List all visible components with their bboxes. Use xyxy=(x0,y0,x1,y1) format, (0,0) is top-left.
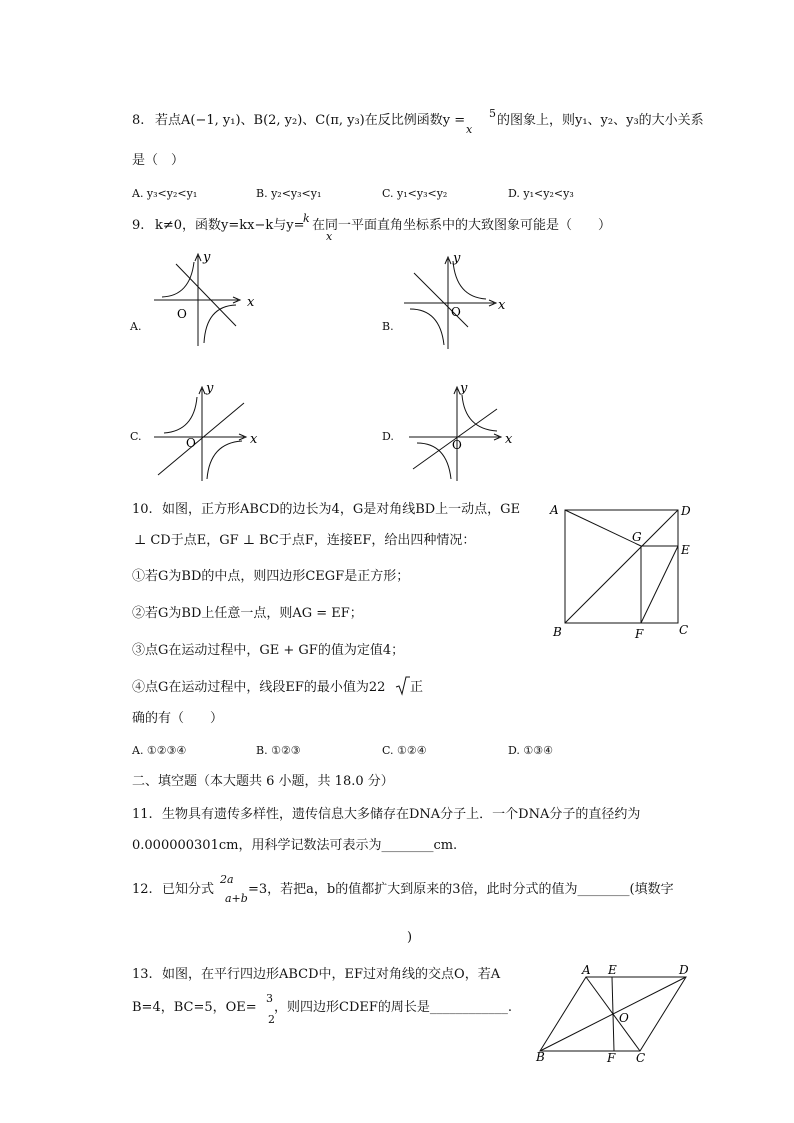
hyperbola-branch xyxy=(453,261,486,299)
q10-statement-2: ②若G为BD上任意一点，则AG = EF； xyxy=(132,606,363,621)
q9-graph-d xyxy=(405,383,535,483)
q8-option-d: D. y₁<y₂<y₃ xyxy=(508,187,574,200)
q12-line2: ) xyxy=(407,930,413,945)
q12-fraction-denominator: a+b xyxy=(225,892,248,905)
q12-fraction-numerator: 2a xyxy=(220,873,234,886)
q13-number: 13. xyxy=(132,967,153,982)
hyperbola-branch xyxy=(207,441,242,479)
label-b: B xyxy=(536,1050,545,1064)
sqrt-sign xyxy=(396,676,410,696)
q8-fraction-denominator: x xyxy=(466,123,473,136)
q9-text-pre: k≠0，函数y=kx−k与y= xyxy=(155,218,305,233)
hyperbola-branch xyxy=(164,397,197,433)
origin-label: O xyxy=(177,307,187,321)
q13-line1: 如图，在平行四边形ABCD中，EF过对角线的交点O，若A xyxy=(162,967,501,982)
q10-line1: 如图，正方形ABCD的边长为4，G是对角线BD上一动点，GE xyxy=(162,502,521,517)
q13-fraction-numerator: 3 xyxy=(266,992,273,1005)
hyperbola-branch xyxy=(410,309,444,345)
axis-x-label: x xyxy=(247,295,255,310)
label-b: B xyxy=(553,625,562,639)
q8-line1: 若点A(−1, y₁)、B(2, y₂)、C(π, y₃)在反比例函数y = xyxy=(155,113,466,128)
q10-option-a: A. ①②③④ xyxy=(132,744,187,757)
q10-statement-3: ③点G在运动过程中，GE + GF的值为定值4； xyxy=(132,643,405,658)
q9-number: 9. xyxy=(132,218,145,233)
label-c: C xyxy=(679,623,689,637)
origin-label: O xyxy=(451,305,461,319)
label-e: E xyxy=(681,543,690,557)
label-c: C xyxy=(636,1051,646,1065)
q9-text-post: 在同一平面直角坐标系中的大致图象可能是（ ） xyxy=(312,218,612,233)
q8-line1-tail: 的图象上，则y₁、y₂、y₃的大小关系 xyxy=(497,113,704,128)
q10-option-b: B. ①②③ xyxy=(256,744,301,757)
q10-number: 10. xyxy=(132,502,153,517)
q8-option-c: C. y₁<y₃<y₂ xyxy=(382,187,448,200)
q12-text-pre: 已知分式 xyxy=(162,882,215,897)
q10-statement-4: ④点G在运动过程中，线段EF的最小值为22 xyxy=(132,680,386,695)
axis-x-label: x xyxy=(498,298,506,313)
label-o: O xyxy=(619,1011,629,1025)
q10-statement-1: ①若G为BD的中点，则四边形CEGF是正方形； xyxy=(132,569,410,584)
q13-line2-post: ，则四边形CDEF的周长是____________. xyxy=(274,1000,513,1015)
q13-line2-pre: B=4，BC=5，OE= xyxy=(132,1000,257,1015)
label-a: A xyxy=(582,963,591,977)
q10-option-c: C. ①②④ xyxy=(382,744,427,757)
axis-x-label: x xyxy=(250,432,258,447)
q12-text-post: =3，若把a，b的值都扩大到原来的3倍，此时分式的值为________(填数字 xyxy=(248,882,674,897)
label-d: D xyxy=(679,963,689,977)
label-d: D xyxy=(681,504,691,518)
q10-square-figure xyxy=(545,500,705,650)
label-f: F xyxy=(635,627,644,641)
q9-option-b-label: B. xyxy=(382,320,394,333)
q11-line2: 0.000000301cm，用科学记数法可表示为________cm. xyxy=(132,838,458,853)
q13-fraction-denominator: 2 xyxy=(268,1013,275,1026)
q9-graph-a xyxy=(150,250,280,350)
q13-parallelogram-figure xyxy=(530,963,700,1063)
axis-y-label: y xyxy=(460,381,468,396)
q11-number: 11. xyxy=(132,807,153,822)
q9-fraction-denominator: x xyxy=(326,230,333,243)
q9-option-a-label: A. xyxy=(130,320,142,333)
q8-line2: 是（ ） xyxy=(132,153,185,168)
q10-line-end: 确的有（ ） xyxy=(132,711,224,726)
segment-ag xyxy=(565,510,641,546)
q11-line1: 生物具有遗传多样性，遗传信息大多储存在DNA分子上．一个DNA分子的直径约为 xyxy=(162,807,641,822)
label-a: A xyxy=(550,503,559,517)
axis-y-label: y xyxy=(203,250,211,265)
q9-graph-b xyxy=(400,253,530,353)
q9-graph-c xyxy=(150,383,280,483)
origin-label: O xyxy=(452,438,462,452)
q9-fraction-numerator: k xyxy=(303,212,310,225)
hyperbola-branch xyxy=(204,305,236,343)
q8-fraction-numerator: 5 xyxy=(489,107,496,120)
section-2-heading: 二、填空题（本大题共 6 小题，共 18.0 分） xyxy=(132,774,394,789)
q8-option-a: A. y₃<y₂<y₁ xyxy=(132,187,198,200)
linear-graph xyxy=(158,403,244,475)
q10-statement-4-tail: 正 xyxy=(410,680,424,695)
axis-x-label: x xyxy=(505,432,513,447)
axis-y-label: y xyxy=(453,251,461,266)
q8-option-b: B. y₂<y₃<y₁ xyxy=(256,187,322,200)
q10-option-d: D. ①③④ xyxy=(508,744,554,757)
axis-y-label: y xyxy=(206,381,214,396)
q9-option-c-label: C. xyxy=(130,430,142,443)
label-g: G xyxy=(632,530,642,544)
diagonal-bd xyxy=(565,510,678,623)
label-f: F xyxy=(607,1051,616,1065)
hyperbola-branch xyxy=(162,262,194,297)
label-e: E xyxy=(608,963,617,977)
origin-label: O xyxy=(186,436,196,450)
q8-number: 8. xyxy=(132,113,145,128)
q10-line2: ⊥ CD于点E，GF ⊥ BC于点F，连接EF，给出四种情况： xyxy=(134,533,476,548)
q12-number: 12. xyxy=(132,882,153,897)
hyperbola-branch xyxy=(417,443,451,479)
q9-option-d-label: D. xyxy=(382,430,394,443)
segment-ef xyxy=(641,546,678,623)
